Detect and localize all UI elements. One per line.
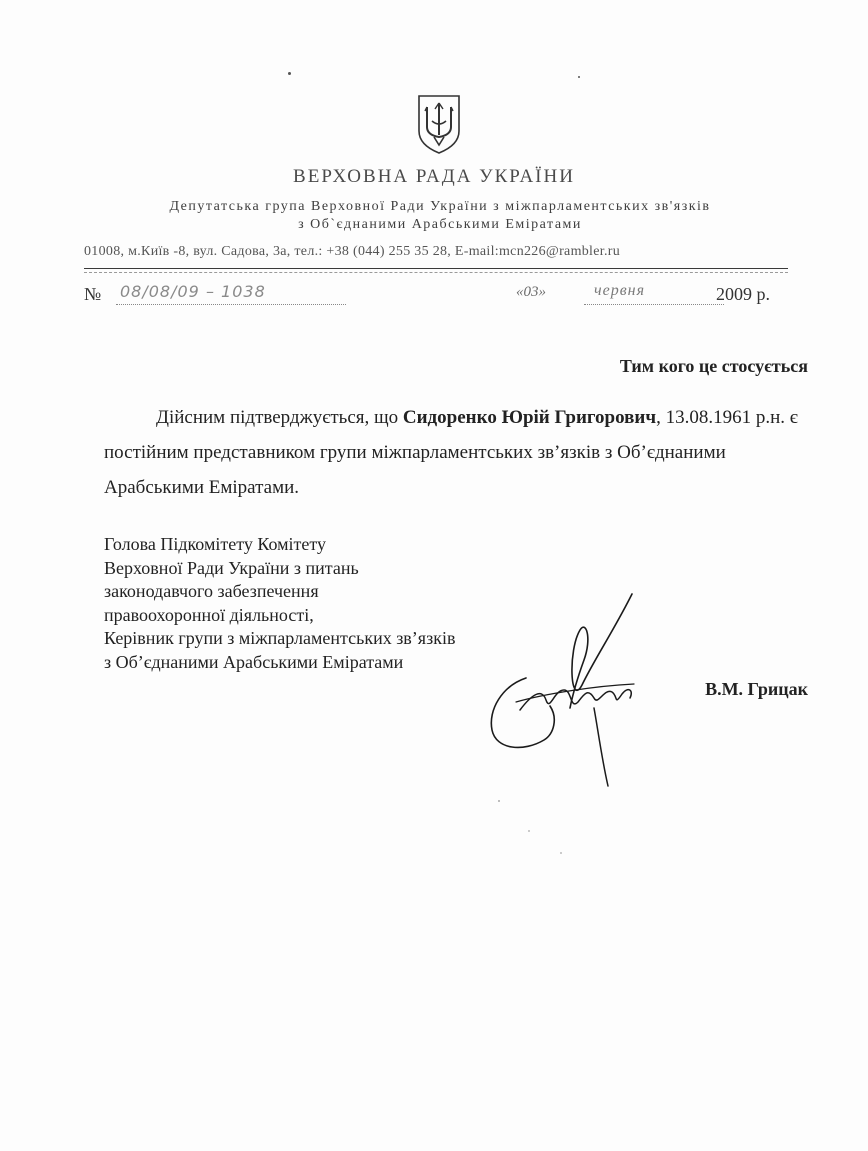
registration-date-underline [584, 304, 724, 305]
signatory-line: правоохоронної діяльності, [104, 604, 314, 625]
signatory-line: Керівник групи з міжпарламентських зв’язків [104, 628, 456, 649]
trident-emblem-icon [414, 93, 464, 155]
scan-speck [528, 830, 530, 832]
registration-number-value: 08/08/09 – 1038 [120, 282, 266, 301]
registration-date-year: 2009 р. [716, 284, 770, 304]
registration-number-label: № [84, 284, 102, 304]
organization-title: ВЕРХОВНА РАДА УКРАЇНИ [293, 166, 575, 187]
signatory-line: Верховної Ради України з питань [104, 557, 359, 578]
scan-speck [560, 852, 562, 854]
handwritten-signature [484, 590, 654, 790]
addressee-line: Тим кого це стосується [619, 356, 808, 376]
signatory-line: законодавчого забезпечення [104, 581, 319, 602]
person-name: Сидоренко Юрій Григорович [402, 407, 657, 428]
body-text-after: , 13.08.1961 р.н. є постійним представником групи міжпарламентських зв’язків з Об’єднаними Арабськими Еміратами. [104, 407, 798, 498]
registration-date-day: «03» [516, 284, 546, 300]
letterhead-divider [84, 268, 788, 269]
certification-paragraph [104, 400, 808, 505]
signatory-line: з Об’єднаними Арабськими Еміратами [104, 651, 404, 672]
organization-subtitle-line2: з Об`єднаними Арабськими Еміратами [298, 217, 582, 232]
registration-line [84, 280, 794, 310]
organization-subtitle [60, 198, 820, 234]
registration-number-underline [116, 304, 346, 305]
letterhead-divider-secondary [84, 272, 788, 273]
scan-speck [578, 76, 580, 78]
scan-speck [498, 800, 500, 802]
letterhead-address: 01008, м.Київ -8, вул. Садова, 3а, тел.: +38 (044) 255 35 28, E-mail:mcn226@rambler.ru [84, 244, 621, 259]
organization-subtitle-line1: Депутатська група Верховної Ради України з міжпарламентських зв'язків [169, 199, 711, 214]
signatory-line: Голова Підкомітету Комітету [104, 534, 326, 554]
signer-name: В.М. Грицак [705, 679, 808, 699]
body-text-before: Дійсним підтверджується, що [156, 407, 403, 428]
scan-speck [288, 72, 291, 75]
registration-date-month: червня [594, 282, 646, 299]
